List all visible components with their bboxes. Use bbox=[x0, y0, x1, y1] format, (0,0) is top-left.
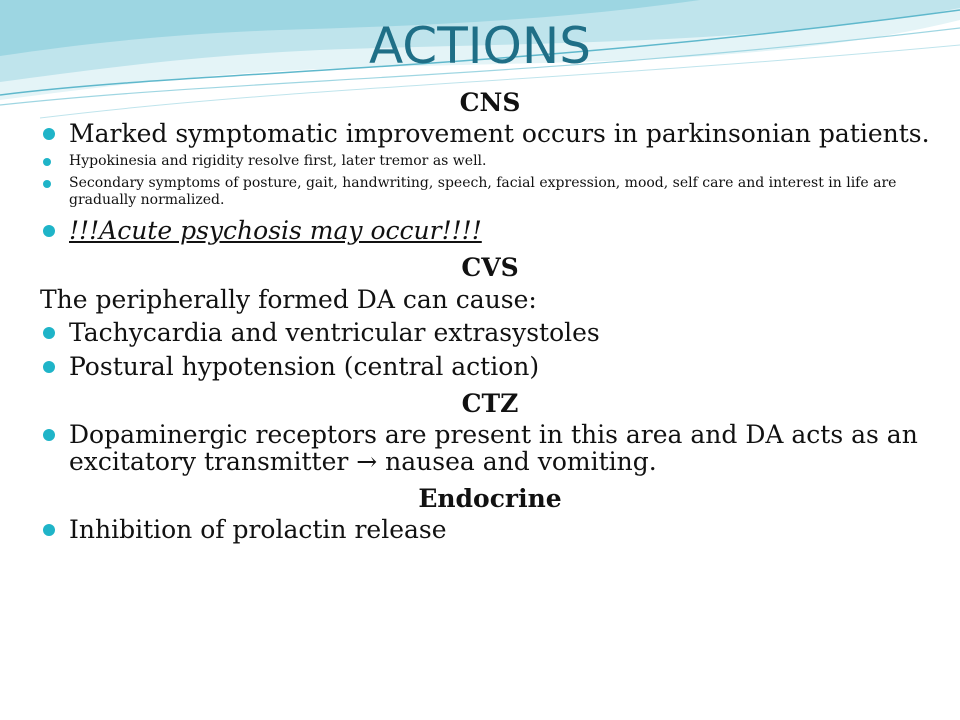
list-item: Tachycardia and ventricular extrasystoles bbox=[40, 319, 940, 346]
cns-list bbox=[40, 120, 940, 147]
list-item bbox=[40, 217, 940, 244]
cns-warning-list bbox=[40, 217, 940, 244]
list-item: Inhibition of prolactin release bbox=[40, 516, 940, 543]
ctz-list bbox=[40, 421, 940, 475]
warning-text: !!!Acute psychosis may occur!!!! bbox=[69, 216, 482, 245]
endocrine-list bbox=[40, 516, 940, 543]
list-item: Hypokinesia and rigidity resolve first, later tremor as well. bbox=[40, 153, 940, 170]
heading-cns: CNS bbox=[459, 88, 521, 117]
cvs-list bbox=[40, 319, 940, 380]
list-item: Secondary symptoms of posture, gait, handwriting, speech, facial expression, mood, self care and interest in life are gradually normalized. bbox=[40, 175, 940, 209]
heading-cvs: CVS bbox=[461, 253, 519, 282]
list-item: Postural hypotension (central action) bbox=[40, 353, 940, 380]
slide-title: ACTIONS bbox=[368, 17, 592, 75]
list-item: Dopaminergic receptors are present in this area and DA acts as an excitatory transmitter → nausea and vomiting. bbox=[40, 421, 940, 475]
heading-ctz: CTZ bbox=[461, 389, 519, 418]
cvs-intro: The peripherally formed DA can cause: bbox=[40, 285, 537, 314]
heading-endocrine: Endocrine bbox=[418, 484, 562, 513]
list-item: Marked symptomatic improvement occurs in parkinsonian patients. bbox=[40, 120, 940, 147]
slide-content bbox=[40, 84, 940, 550]
cns-sublist bbox=[40, 153, 940, 209]
